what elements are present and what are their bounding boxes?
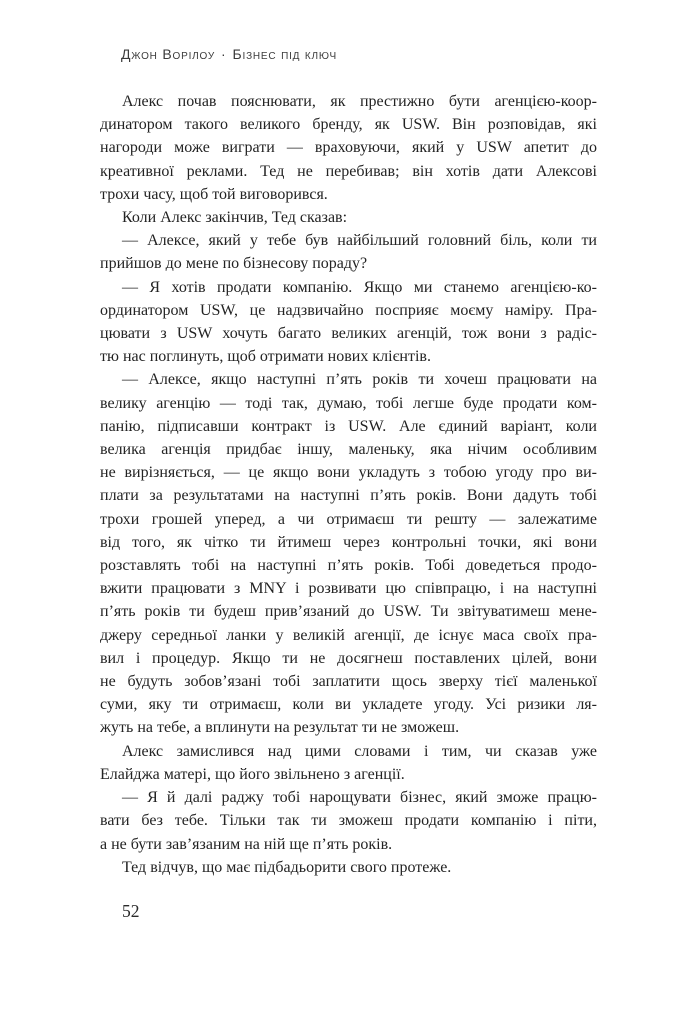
text-line: п’ять років ти будеш прив’язаний до USW. Ти звітуватимеш мене- — [100, 603, 597, 621]
running-header — [121, 46, 337, 62]
running-header-title: Бізнес під ключ — [232, 46, 337, 62]
text-line: а не бути зав’язаним на ній ще п’ять років. — [100, 835, 393, 853]
text-line: ординатором USW, це надзвичайно посприяє моєму наміру. Пра- — [100, 301, 597, 319]
text-line: трохи грошей уперед, а чи отримаєш ти решту — залежатиме — [100, 510, 597, 528]
text-line: джеру середньої ланки у великій агенції, де існує маса своїх пра- — [100, 626, 597, 644]
paragraph — [100, 229, 597, 275]
text-line: Алекс почав пояснювати, як престижно бути агенцією-коор- — [122, 93, 597, 110]
text-line: суми, яку ти отримаєш, коли ви укладете угоду. Усі ризики ля- — [100, 696, 597, 714]
text-line: панію, підписавши контракт із USW. Але єдиний варіант, коли — [100, 417, 597, 435]
text-line: плати за результатами на наступні п’ять років. Вони дадуть тобі — [100, 487, 597, 505]
paragraph — [100, 276, 597, 369]
running-header-separator: · — [221, 46, 227, 62]
text-line: динатором такого великого бренду, як USW. Він розповідав, які — [100, 116, 597, 134]
text-line: цювати з USW хочуть багато великих агенцій, тож вони з радіс- — [100, 325, 597, 343]
text-line: велика агенція придбає іншу, маленьку, яка нічим особливим — [100, 441, 597, 459]
text-line: від того, як чітко ти йтимеш через контрольні точки, які вони — [100, 533, 597, 551]
text-line: Тед відчув, що має підбадьорити свого протеже. — [122, 858, 452, 876]
text-line: розставлять тобі на наступні п’ять років. Тобі доведеться продо- — [100, 557, 597, 575]
body-text — [100, 90, 597, 879]
text-line: вати без тебе. Тільки так ти зможеш продати компанію і піти, — [100, 812, 597, 830]
paragraph — [100, 368, 597, 739]
text-line: вил і процедур. Якщо ти не досягнеш поставлених цілей, вони — [100, 649, 597, 667]
text-line: — Я й далі раджу тобі нарощувати бізнес, який зможе працю- — [122, 789, 597, 807]
text-line: нагороди може виграти — враховуючи, який у USW апетит до — [100, 139, 597, 157]
text-line: вжити працювати з MNY і розвивати цю співпрацю, і на наступні — [100, 580, 597, 598]
paragraph — [100, 856, 597, 879]
text-line: — Я хотів продати компанію. Якщо ми станемо агенцією-ко- — [122, 278, 597, 296]
text-line: — Алексе, якщо наступні п’ять років ти хочеш працювати на — [122, 371, 597, 389]
page-number: 52 — [122, 901, 140, 921]
text-line: жуть на тебе, а вплинути на результат ти не зможеш. — [100, 719, 460, 737]
text-line: Елайджа матері, що його звільнено з агенції. — [100, 765, 405, 783]
text-line: прийшов до мене по бізнесову пораду? — [100, 255, 368, 273]
text-line: креативної реклами. Тед не перебивав; він хотів дати Алексові — [100, 162, 597, 180]
text-line: трохи часу, щоб той виговорився. — [100, 185, 328, 203]
paragraph — [100, 206, 597, 229]
text-line: Коли Алекс закінчив, Тед сказав: — [122, 209, 348, 227]
text-line: — Алексе, який у тебе був найбільший головний біль, коли ти — [122, 232, 597, 250]
paragraph — [100, 786, 597, 856]
running-header-author: Джон Ворілоу — [121, 46, 216, 62]
text-line: не вирізняється, — це якщо вони укладуть з тобою угоду про ви- — [100, 464, 597, 482]
text-line: велику агенцію — тоді так, думаю, тобі легше буде продати ком- — [100, 394, 597, 412]
text-line: не будуть зобов’язані тобі заплатити щось зверху тієї маленької — [100, 673, 597, 691]
text-line: тю нас поглинуть, щоб отримати нових клієнтів. — [100, 348, 431, 366]
paragraph — [100, 740, 597, 786]
paragraph — [100, 90, 597, 206]
text-line: Алекс замислився над цими словами і тим, чи сказав уже — [122, 742, 597, 760]
